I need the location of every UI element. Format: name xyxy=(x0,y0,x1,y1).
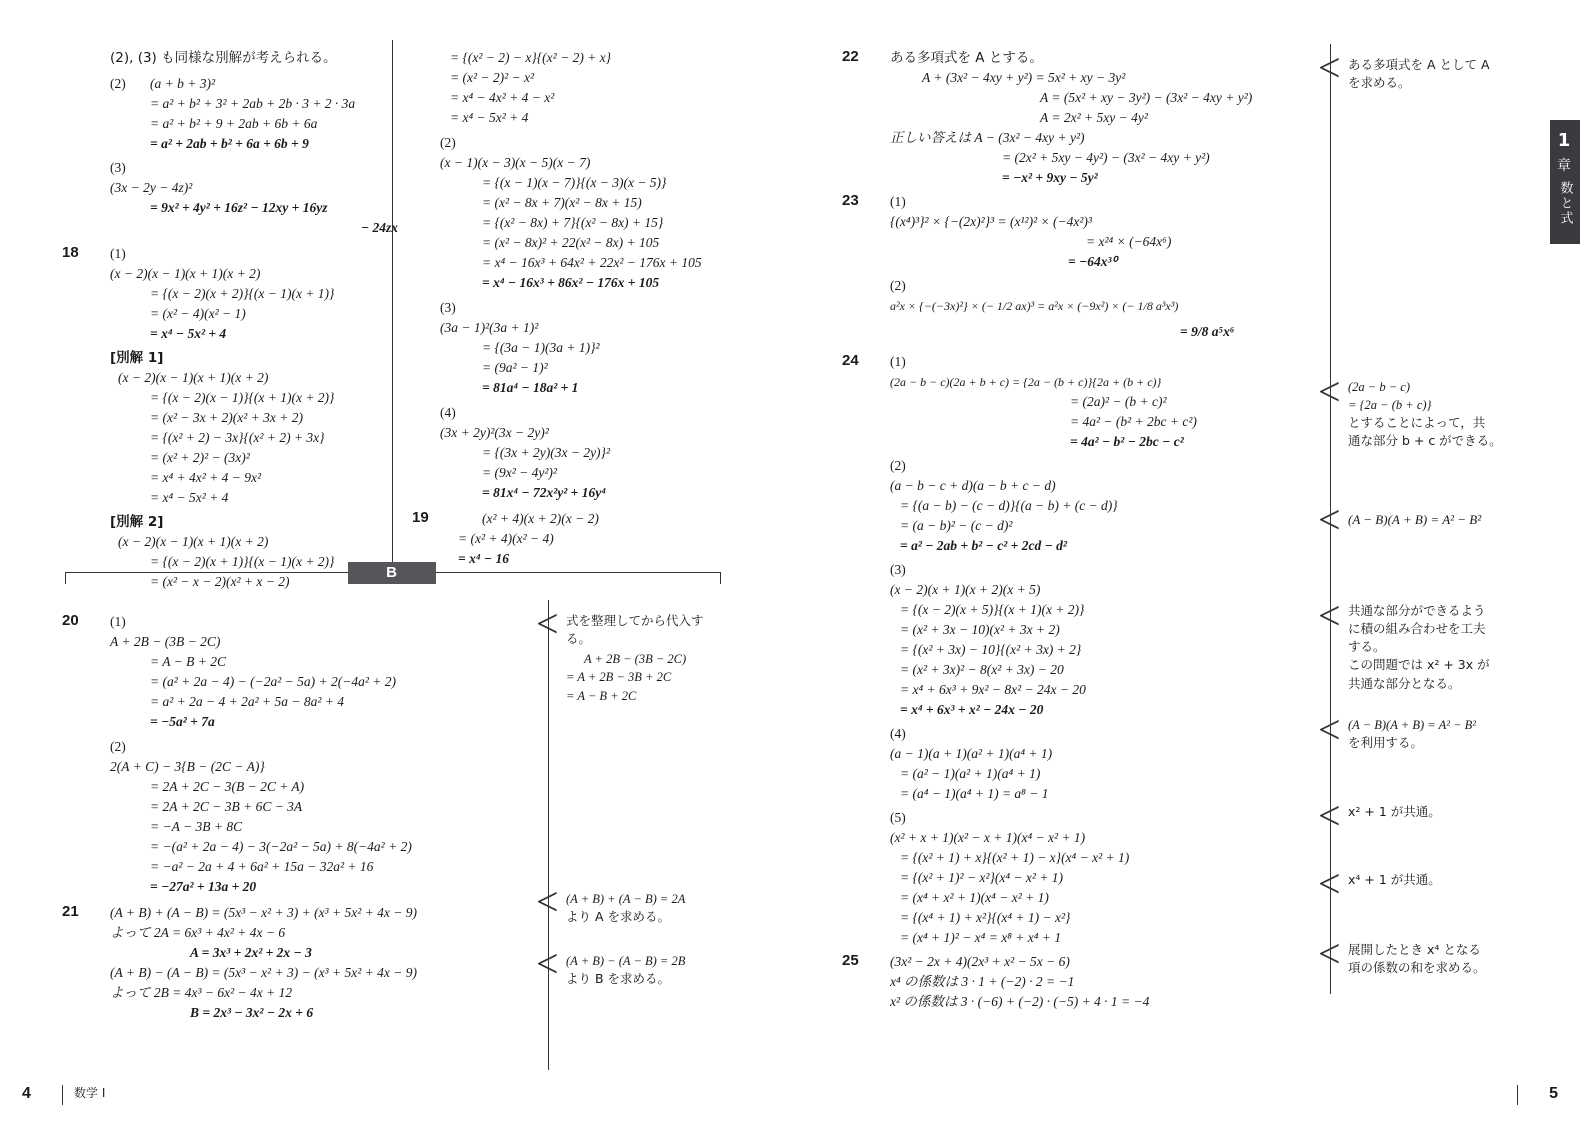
note-line: ある多項式を A として A xyxy=(1348,57,1490,72)
left-column-2 xyxy=(412,48,770,569)
math-line: − 24zx xyxy=(360,220,398,235)
answer-block xyxy=(440,403,770,503)
math-line: = {(x² + 2) − 3x}{(x² + 2) + 3x} xyxy=(150,430,325,445)
math-line: = x⁴ + 6x³ + 9x² − 8x² − 24x − 20 xyxy=(900,682,1086,697)
note-text xyxy=(1348,941,1548,977)
math-line: (a + b + 3)² xyxy=(150,76,216,91)
note-text xyxy=(566,890,756,926)
math-line: (a − b − c + d)(a − b + c − d) xyxy=(890,478,1056,493)
math-line: = {(x² + 1)² − x²}(x⁴ − x² + 1) xyxy=(900,870,1064,885)
note-line: より A を求める。 xyxy=(566,909,670,925)
brace-icon: < xyxy=(536,879,559,924)
note-text xyxy=(566,952,756,988)
math-line: (x² + x + 1)(x² − x + 1)(x⁴ − x² + 1) xyxy=(890,830,1086,845)
math-line: = {(x⁴ + 1) + x²}{(x⁴ + 1) − x²} xyxy=(900,910,1071,925)
question-number: 20 xyxy=(62,612,79,629)
math-line: = 4a² − (b² + 2bc + c²) xyxy=(1070,414,1197,429)
question-number: 24 xyxy=(842,352,859,369)
math-line: = −a² − 2a + 4 + 6a² + 15a − 32a² + 16 xyxy=(150,859,374,874)
answer-block xyxy=(412,509,770,569)
math-line: = x⁴ − 16x³ + 64x² + 22x² − 176x + 105 xyxy=(482,255,702,270)
note-text xyxy=(1348,378,1544,451)
note-line: = A + 2B − 3B + 2C xyxy=(566,670,672,685)
section-label-b: B xyxy=(348,562,436,584)
note-line: = {2a − (b + c)} xyxy=(1348,398,1432,413)
brace-icon: < xyxy=(1318,861,1341,906)
answer-block xyxy=(62,244,390,344)
answer-block xyxy=(890,808,1330,948)
question-number: 22 xyxy=(842,48,859,65)
math-line: = (a⁴ − 1)(a⁴ + 1) = a⁸ − 1 xyxy=(900,786,1049,801)
note-line: この問題では x² + 3x が xyxy=(1348,657,1490,673)
note-line: (2a − b − c) xyxy=(1348,380,1410,394)
question-number: 18 xyxy=(62,244,79,261)
note-line: (A + B) − (A − B) = 2B xyxy=(566,954,686,968)
math-line: a²x × {−(−3x)²} × (− 1/2 ax)³ = a²x × (−9x²) × (− 1/8 a³x³) xyxy=(890,299,1179,313)
math-line: = {(x − 2)(x + 1)}{(x − 1)(x + 2)} xyxy=(150,554,335,569)
math-line: (3a − 1)²(3a + 1)² xyxy=(440,320,539,335)
note-line: とすることによって，共 xyxy=(1348,415,1486,431)
note-text xyxy=(1348,871,1548,889)
chapter-kanji: 章 xyxy=(1557,158,1573,174)
math-line: = {(x² + 1) + x}{(x² + 1) − x}(x⁴ − x² + 1) xyxy=(900,850,1130,865)
math-line: = 9/8 a⁵x⁶ xyxy=(1180,324,1235,339)
math-line: x⁴ の係数は 3 · 1 + (−2) · 2 = −1 xyxy=(890,974,1075,989)
math-line: = {(x² + 3x) − 10}{(x² + 3x) + 2} xyxy=(900,642,1082,657)
item-label: (5) xyxy=(890,810,906,825)
chapter-tab xyxy=(1550,120,1580,244)
math-line: (3x − 2y − 4z)² xyxy=(110,180,193,195)
math-line: = (x² − 8x)² + 22(x² − 8x) + 105 xyxy=(482,235,660,250)
math-line: = 9x² + 4y² + 16z² − 12xy + 16yz xyxy=(150,200,328,215)
question-number: 21 xyxy=(62,903,79,920)
item-label: [別解 2] xyxy=(110,514,164,530)
note-line: より B を求める。 xyxy=(566,971,671,987)
math-line: = x⁴ − 16 xyxy=(458,551,509,566)
answer-block xyxy=(110,348,390,508)
item-label: [別解 1] xyxy=(110,350,164,366)
folio-divider xyxy=(1517,1085,1518,1105)
question-number: 25 xyxy=(842,952,859,969)
item-label: (1) xyxy=(890,354,906,369)
math-line: (A + B) − (A − B) = (5x³ − x² + 3) − (x³ + 5x² + 4x − 9) xyxy=(110,965,417,980)
answer-block xyxy=(890,276,1330,342)
note-line: x⁴ + 1 が共通。 xyxy=(1348,872,1441,887)
note-line: する。 xyxy=(1348,639,1386,655)
math-line: = (x² − 3x + 2)(x² + 3x + 2) xyxy=(150,410,303,425)
math-line: = (2a)² − (b + c)² xyxy=(1070,394,1167,409)
note-text xyxy=(566,612,746,705)
answer-block xyxy=(842,192,1330,272)
math-line: (3x² − 2x + 4)(2x³ + x² − 5x − 6) xyxy=(890,954,1070,969)
note-text xyxy=(1348,716,1548,752)
answer-block xyxy=(110,158,398,238)
math-line: = −27a² + 13a + 20 xyxy=(150,879,257,894)
question-number: 19 xyxy=(412,509,429,526)
math-line: A + (3x² − 4xy + y²) = 5x² + xy − 3y² xyxy=(922,70,1126,85)
math-line: = {(x² − 2) − x}{(x² − 2) + x} xyxy=(450,50,612,65)
math-line: (A + B) + (A − B) = (5x³ − x² + 3) + (x³ + 5x² + 4x − 9) xyxy=(110,905,417,920)
math-line: = (9a² − 1)² xyxy=(482,360,548,375)
book-title-footer: 数学 I xyxy=(74,1086,106,1100)
note-line: 式を整理してから代入す xyxy=(566,613,704,628)
math-line: = 81x⁴ − 72x²y² + 16y⁴ xyxy=(482,485,606,500)
math-line: = (x² − 2)² − x² xyxy=(450,70,535,85)
math-line: = 2A + 2C − 3(B − 2C + A) xyxy=(150,779,305,794)
note-line: (A − B)(A + B) = A² − B² xyxy=(1348,718,1477,732)
answer-block xyxy=(842,952,1330,1012)
math-line: = {(x − 2)(x + 5)}{(x + 1)(x + 2)} xyxy=(900,602,1085,617)
note-line: 通な部分 b + c ができる。 xyxy=(1348,433,1502,449)
intro-text: (2), (3) も同様な別解が考えられる。 xyxy=(110,50,337,66)
brace-icon: < xyxy=(1318,593,1341,638)
math-line: = x⁴ − 5x² + 4 xyxy=(450,110,529,125)
math-line: A = (5x² + xy − 3y²) − (3x² − 4xy + y²) xyxy=(1040,90,1253,105)
brace-icon: < xyxy=(1318,707,1341,752)
item-label: (3) xyxy=(110,160,126,175)
right-content xyxy=(842,48,1330,1012)
brace-icon: < xyxy=(1318,45,1341,90)
math-line: (2a − b − c)(2a + b + c) = {2a − (b + c)}{2a + (b + c)} xyxy=(890,375,1162,389)
math-line: = a² + b² + 3² + 2ab + 2b · 3 + 2 · 3a xyxy=(150,96,356,111)
answer-block xyxy=(842,48,1330,188)
note-line: (A − B)(A + B) = A² − B² xyxy=(1348,512,1482,527)
math-line: = x⁴ + 4x² + 4 − 9x² xyxy=(150,470,262,485)
chapter-number: 1 xyxy=(1557,130,1573,151)
math-line: 2(A + C) − 3{B − (2C − A)} xyxy=(110,759,265,774)
math-line: (x² + 4)(x + 2)(x − 2) xyxy=(482,511,599,526)
item-label: (4) xyxy=(890,726,906,741)
math-line: = x²⁴ × (−64x⁶) xyxy=(1086,234,1172,249)
answer-block xyxy=(62,612,530,732)
question-number: 23 xyxy=(842,192,859,209)
answer-block xyxy=(110,74,390,154)
math-line: (a − 1)(a + 1)(a² + 1)(a⁴ + 1) xyxy=(890,746,1053,761)
math-line: (x − 1)(x − 3)(x − 5)(x − 7) xyxy=(440,155,591,170)
math-line: = {(x² − 8x) + 7}{(x² − 8x) + 15} xyxy=(482,215,664,230)
math-line: = 81a⁴ − 18a² + 1 xyxy=(482,380,579,395)
note-line: 共通な部分ができるよう xyxy=(1348,603,1486,618)
item-label: (1) xyxy=(110,614,126,629)
item-label: (2) xyxy=(440,135,456,150)
math-line: = {(x − 1)(x − 7)}{(x − 3)(x − 5)} xyxy=(482,175,667,190)
note-line: を求める。 xyxy=(1348,75,1411,91)
math-line: (x − 2)(x − 1)(x + 1)(x + 2) xyxy=(118,534,269,549)
brace-icon: < xyxy=(1318,793,1341,838)
item-label: (2) xyxy=(110,76,126,91)
brace-icon: < xyxy=(536,941,559,986)
item-label: (1) xyxy=(890,194,906,209)
page-number-left: 4 xyxy=(22,1085,31,1102)
math-line: = x⁴ + 6x³ + x² − 24x − 20 xyxy=(900,702,1044,717)
math-line: = a² + b² + 9 + 2ab + 6b + 6a xyxy=(150,116,318,131)
answer-block xyxy=(62,903,530,1023)
math-line: = −(a² + 2a − 4) − 3(−2a² − 5a) + 8(−4a² + 2) xyxy=(150,839,412,854)
math-line: = 4a² − b² − 2bc − c² xyxy=(1070,434,1184,449)
math-line: x² の係数は 3 · (−6) + (−2) · (−5) + 4 · 1 = −4 xyxy=(890,994,1150,1009)
math-line: = A − B + 2C xyxy=(150,654,226,669)
note-line: 項の係数の和を求める。 xyxy=(1348,960,1486,976)
answer-block xyxy=(842,352,1330,452)
math-line: = (x² + 3x − 10)(x² + 3x + 2) xyxy=(900,622,1060,637)
math-line: = (x² − 8x + 7)(x² − 8x + 15) xyxy=(482,195,642,210)
note-line: (A + B) + (A − B) = 2A xyxy=(566,892,686,906)
math-line: = {(3a − 1)(3a + 1)}² xyxy=(482,340,600,355)
math-line: = (x² + 4)(x² − 4) xyxy=(458,531,554,546)
answer-block xyxy=(890,560,1330,720)
notes-divider xyxy=(548,600,549,1070)
right-page xyxy=(790,0,1580,1121)
math-line: B = 2x³ − 3x² − 2x + 6 xyxy=(190,1005,314,1020)
note-line: を利用する。 xyxy=(1348,735,1424,751)
math-line: {(x⁴)³}² × {−(2x)²}³ = (x¹²)² × (−4x²)³ xyxy=(890,214,1092,229)
math-line: (3x + 2y)²(3x − 2y)² xyxy=(440,425,549,440)
brace-icon: < xyxy=(1318,369,1341,414)
note-text xyxy=(1348,56,1538,92)
item-label: (1) xyxy=(110,246,126,261)
math-line: = (9x² − 4y²)² xyxy=(482,465,557,480)
math-line: よって 2B = 4x³ − 6x² − 4x + 12 xyxy=(110,985,293,1000)
math-line: ある多項式を A とする。 xyxy=(890,50,1043,66)
note-line: x² + 1 が共通。 xyxy=(1348,804,1441,819)
math-line: = (a² + 2a − 4) − (−2a² − 5a) + 2(−4a² + 2) xyxy=(150,674,396,689)
math-line: = {(x − 2)(x + 2)}{(x − 1)(x + 1)} xyxy=(150,286,335,301)
math-line: = 2A + 2C − 3B + 6C − 3A xyxy=(150,799,303,814)
math-line: = x⁴ − 5x² + 4 xyxy=(150,326,227,341)
math-line: = x⁴ − 5x² + 4 xyxy=(150,490,229,505)
math-line: = {(a − b) − (c − d)}{(a − b) + (c − d)} xyxy=(900,498,1118,513)
section-rule-left-tick xyxy=(65,572,66,584)
math-line: = (x² − 4)(x² − 1) xyxy=(150,306,246,321)
note-line: 共通な部分となる。 xyxy=(1348,675,1461,691)
math-line: = (x² − x − 2)(x² + x − 2) xyxy=(150,574,290,589)
brace-icon: < xyxy=(536,601,559,646)
answer-block xyxy=(440,48,770,128)
math-line: = {(x − 2)(x − 1)}{(x + 1)(x + 2)} xyxy=(150,390,335,405)
note-line: A + 2B − (3B − 2C) xyxy=(584,652,687,667)
note-line: に積の組み合わせを工夫 xyxy=(1348,621,1486,637)
brace-icon: < xyxy=(1318,931,1341,976)
item-label: (4) xyxy=(440,405,456,420)
brace-icon: < xyxy=(1318,497,1341,542)
math-line: = x⁴ − 16x³ + 86x² − 176x + 105 xyxy=(482,275,660,290)
math-line: (x − 2)(x + 1)(x + 2)(x + 5) xyxy=(890,582,1041,597)
answer-block xyxy=(440,298,770,398)
item-label: (3) xyxy=(440,300,456,315)
left-section-b xyxy=(62,612,530,1023)
note-text xyxy=(1348,510,1548,530)
note-line: = A − B + 2C xyxy=(566,688,637,703)
math-line: よって 2A = 6x³ + 4x² + 4x − 6 xyxy=(110,925,286,940)
math-line: = x⁴ − 4x² + 4 − x² xyxy=(450,90,555,105)
math-line: = (x² + 3x)² − 8(x² + 3x) − 20 xyxy=(900,662,1064,677)
item-label: (2) xyxy=(890,458,906,473)
math-line: = −x² + 9xy − 5y² xyxy=(1002,170,1098,185)
math-line: = −5a² + 7a xyxy=(150,714,215,729)
math-line: = (x⁴ + 1)² − x⁴ = x⁸ + x⁴ + 1 xyxy=(900,930,1062,945)
answer-block xyxy=(890,456,1330,556)
note-line: 展開したとき x⁴ となる xyxy=(1348,942,1481,957)
math-line: = (x² + 2)² − (3x)² xyxy=(150,450,250,465)
math-line: (x − 2)(x − 1)(x + 1)(x + 2) xyxy=(118,370,269,385)
answer-block xyxy=(440,133,770,293)
column-divider xyxy=(392,40,393,565)
item-label: (2) xyxy=(110,739,126,754)
math-line: = (a² − 1)(a² + 1)(a⁴ + 1) xyxy=(900,766,1041,781)
note-text xyxy=(1348,602,1548,693)
math-line: = (x⁴ + x² + 1)(x⁴ − x² + 1) xyxy=(900,890,1049,905)
page-number-right: 5 xyxy=(1549,1085,1558,1102)
item-label: (3) xyxy=(890,562,906,577)
math-line: = a² + 2a − 4 + 2a² + 5a − 8a² + 4 xyxy=(150,694,345,709)
math-line: A + 2B − (3B − 2C) xyxy=(110,634,221,649)
math-line: = a² − 2ab + b² − c² + 2cd − d² xyxy=(900,538,1067,553)
section-rule-right-tick xyxy=(720,572,721,584)
math-line: 正しい答えは A − (3x² − 4xy + y²) xyxy=(890,130,1085,145)
math-line: = −64x³⁰ xyxy=(1068,254,1117,269)
answer-block xyxy=(890,724,1330,804)
math-line: A = 3x³ + 2x² + 2x − 3 xyxy=(190,945,312,960)
math-line: = (2x² + 5xy − 4y²) − (3x² − 4xy + y²) xyxy=(1002,150,1210,165)
math-line: (x − 2)(x − 1)(x + 1)(x + 2) xyxy=(110,266,261,281)
item-label: (2) xyxy=(890,278,906,293)
math-line: A = 2x² + 5xy − 4y² xyxy=(1040,110,1148,125)
left-column-1 xyxy=(62,48,398,592)
math-line: = (a − b)² − (c − d)² xyxy=(900,518,1013,533)
note-line: る。 xyxy=(566,631,592,647)
folio-divider xyxy=(62,1085,63,1105)
note-text xyxy=(1348,803,1548,821)
answer-block xyxy=(110,737,530,897)
chapter-title-vertical: 数と式 xyxy=(1557,181,1573,226)
math-line: = −A − 3B + 8C xyxy=(150,819,243,834)
math-line: = {(3x + 2y)(3x − 2y)}² xyxy=(482,445,610,460)
math-line: = a² + 2ab + b² + 6a + 6b + 9 xyxy=(150,136,309,151)
